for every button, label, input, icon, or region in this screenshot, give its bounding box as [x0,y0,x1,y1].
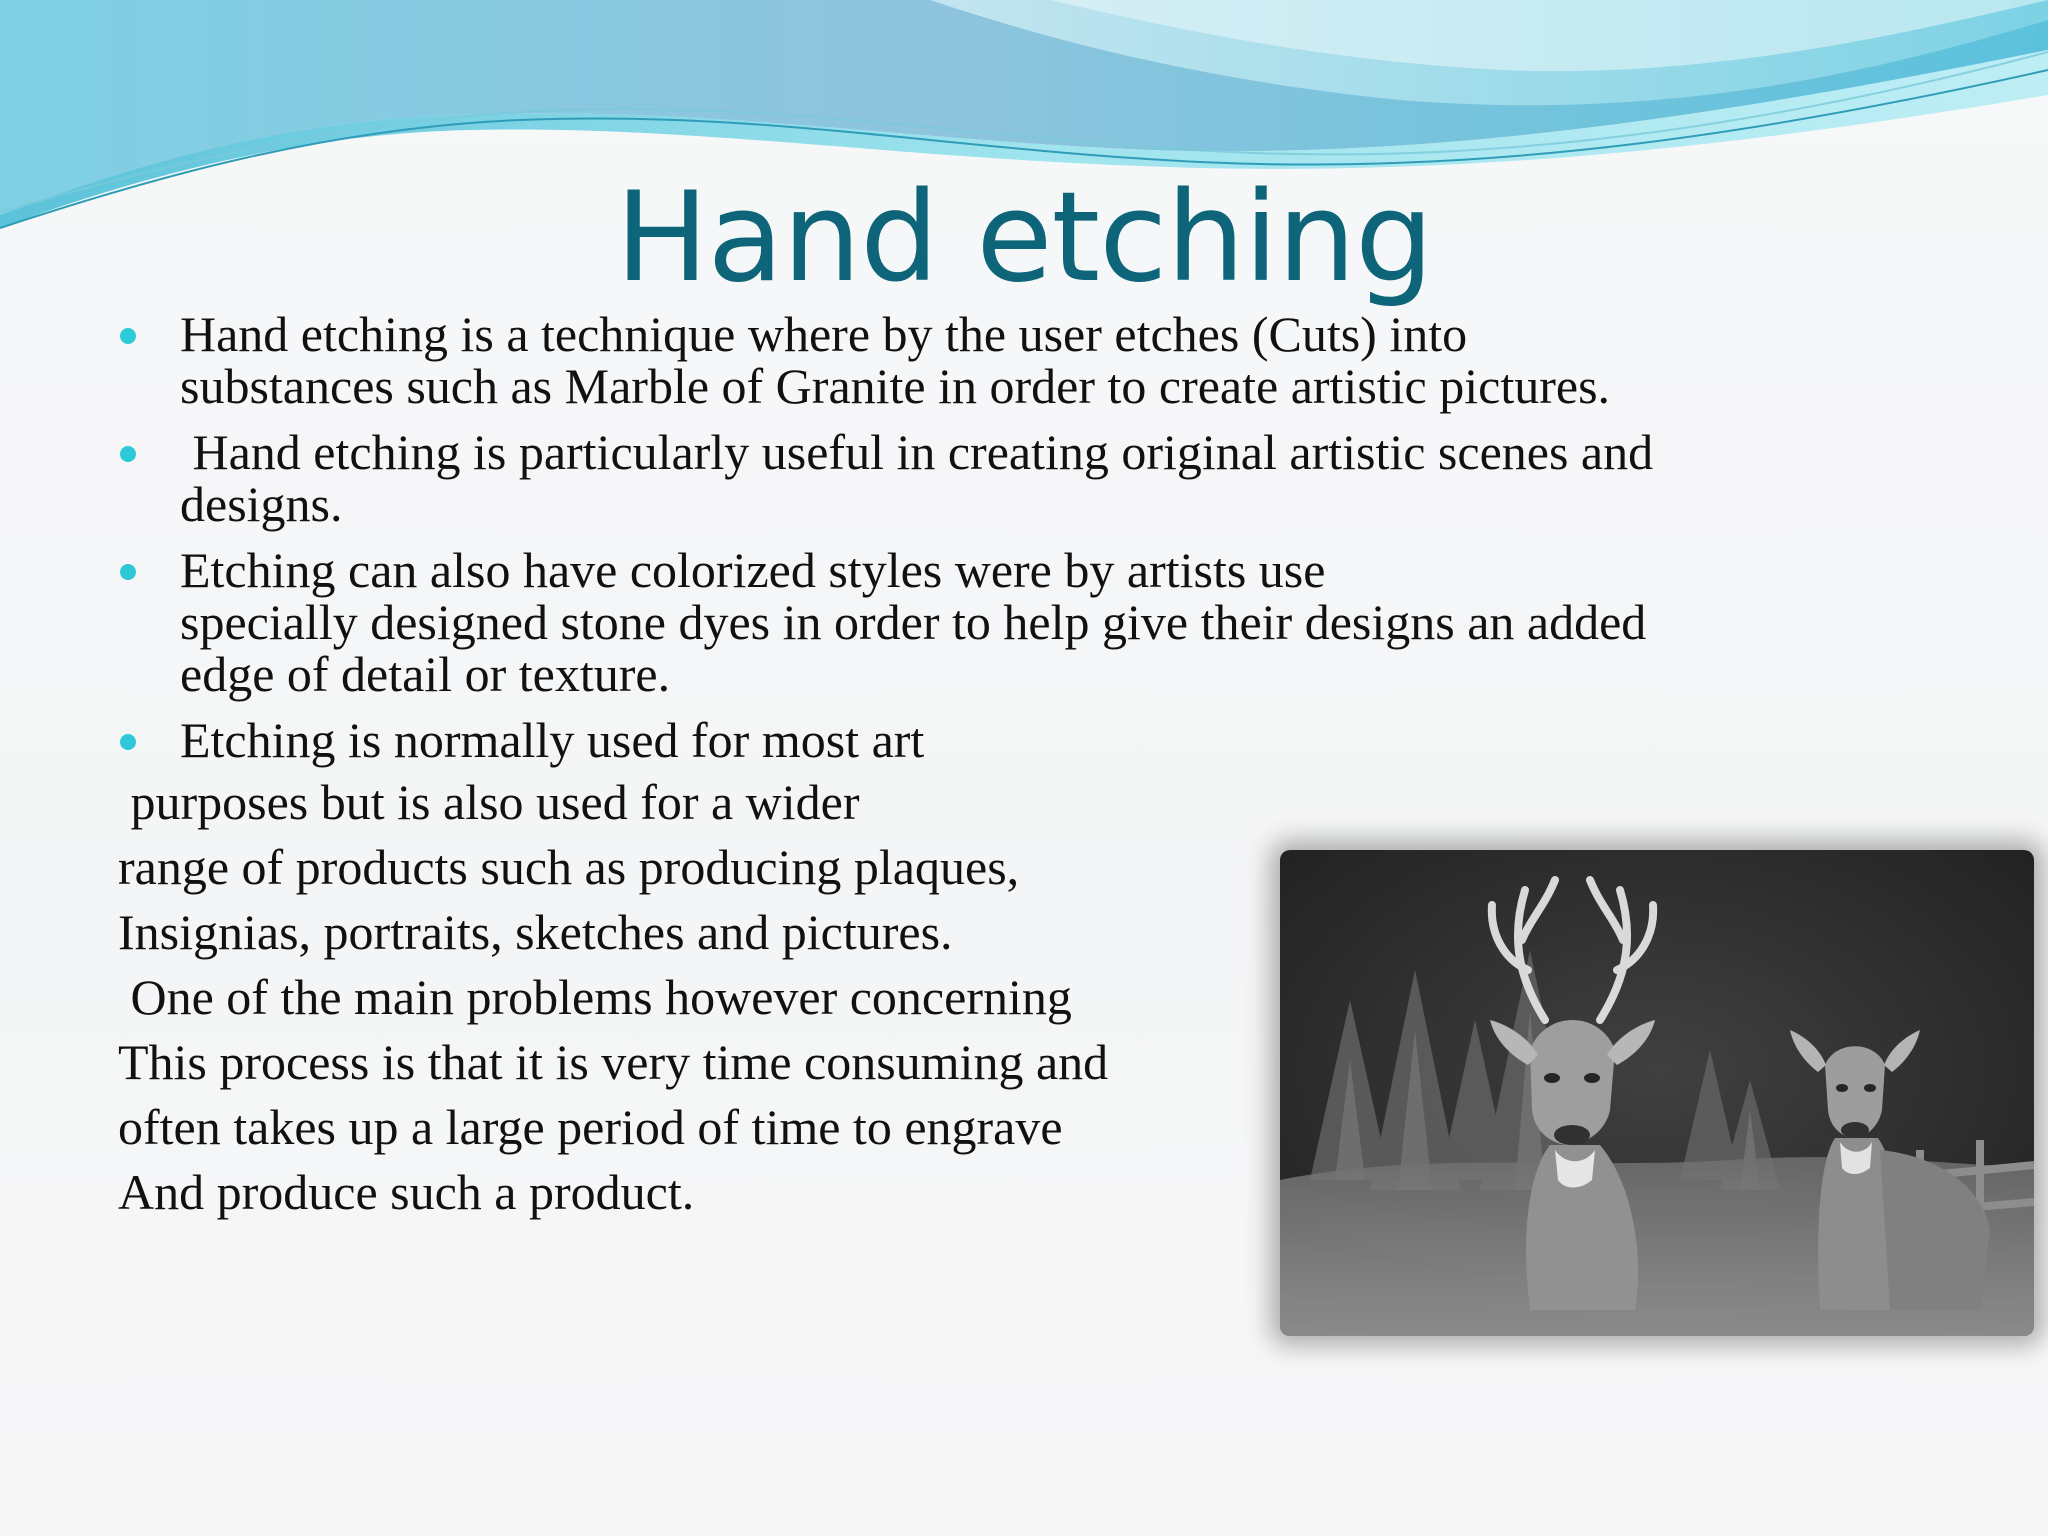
paragraph-line: range of products such as producing plaques, [118,839,1020,895]
bullet-line: Etching is normally used for most art [180,712,925,768]
paragraph-line: Insignias, portraits, sketches and pictures. [118,904,953,960]
slide-title: Hand etching [615,166,1433,310]
bullet-line: edge of detail or texture. [180,646,671,702]
bullet-line: Etching can also have colorized styles were by artists use [180,542,1326,598]
bullet-line: substances such as Marble of Granite in order to create artistic pictures. [180,358,1611,414]
paragraph-line: And produce such a product. [118,1164,695,1220]
bullet-list [118,308,1938,780]
paragraph-line: This process is that it is very time consuming and [118,1034,1109,1090]
bullet-line: Hand etching is a technique where by the user etches (Cuts) into [180,306,1468,362]
paragraph-line: often takes up a large period of time to engrave [118,1099,1063,1155]
paragraph-line: One of the main problems however concerning [118,969,1072,1025]
bullet-dot-icon [120,564,136,580]
bullet-line: designs. [180,476,343,532]
paragraph-line: purposes but is also used for a wider [118,774,860,830]
bullet-dot-icon [120,446,136,462]
bullet-dot-icon [120,328,136,344]
body-paragraph [118,770,1318,1225]
bullet-item [118,308,1938,412]
bullet-line: Hand etching is particularly useful in creating original artistic scenes and [180,424,1654,480]
bullet-line: specially designed stone dyes in order to help give their designs an added [180,594,1647,650]
bullet-item [118,544,1938,700]
bullet-dot-icon [120,734,136,750]
etched-deer-image [1280,850,2034,1336]
deer-etching-illustration [1280,850,2034,1336]
bullet-item [118,426,1938,530]
bullet-item [118,714,1938,766]
